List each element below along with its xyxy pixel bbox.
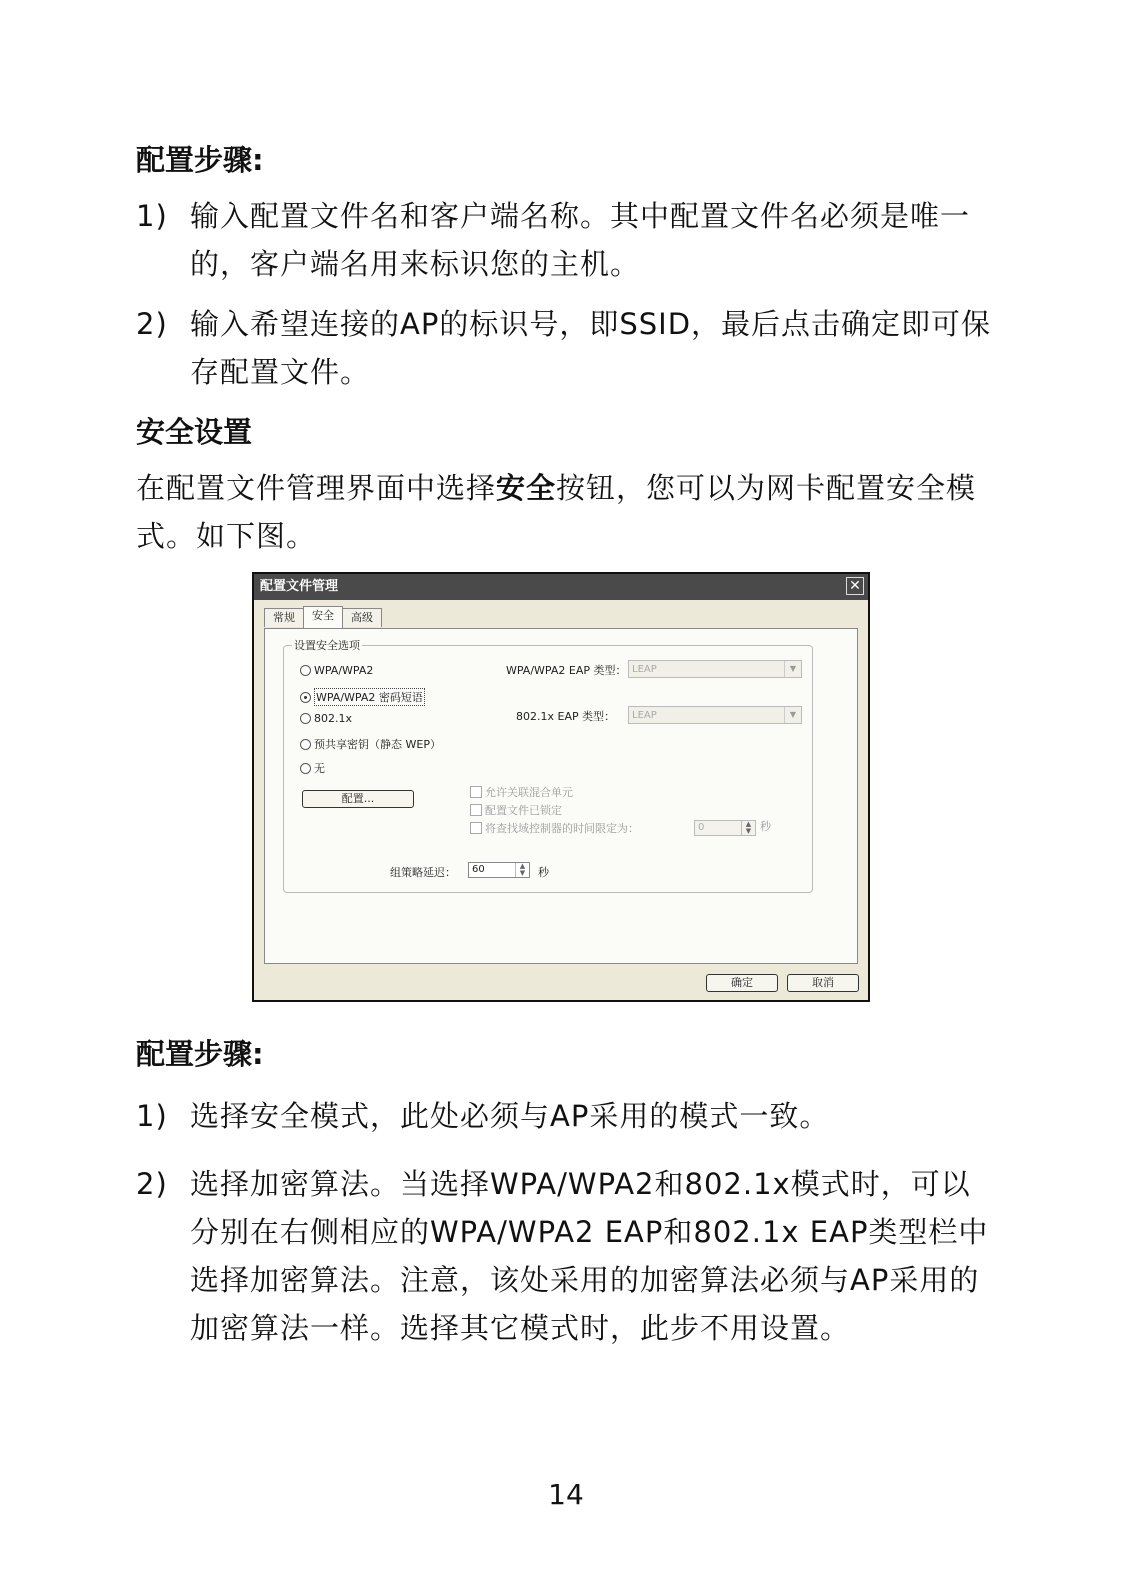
radio-preshared-key[interactable]	[300, 736, 441, 752]
wpa-eap-type-label: WPA/WPA2 EAP 类型：	[506, 664, 627, 677]
radio-label: WPA/WPA2	[314, 664, 374, 677]
radio-label: 无	[314, 762, 325, 775]
group-policy-delay-spinner[interactable]	[468, 862, 530, 878]
8021x-eap-type-label: 802.1x EAP 类型：	[516, 710, 616, 723]
list-item-text: 选择加密算法。当选择WPA/WPA2和802.1x模式时，可以分别在右侧相应的WPA/WPA2 EAP和802.1x EAP类型栏中选择加密算法。注意，该处采用的加密算法必须与AP采用的加密算法一样。选择其它模式时，此步不用设置。	[190, 1167, 989, 1345]
list-item	[136, 192, 996, 288]
section-heading-security: 安全设置	[136, 415, 253, 449]
security-options-group	[283, 639, 813, 893]
intro-text-before: 在配置文件管理界面中选择	[136, 471, 497, 505]
checkbox-limit-domain-time[interactable]	[470, 820, 639, 836]
spinner-arrows-icon[interactable]: ▲ ▼	[515, 863, 529, 877]
list-item	[136, 300, 996, 396]
chevron-down-icon: ▼	[784, 661, 801, 677]
list-item-number: 1)	[136, 1099, 168, 1133]
8021x-eap-type-select[interactable]	[628, 706, 802, 724]
intro-text-bold: 安全	[496, 471, 557, 505]
list-item	[136, 1092, 996, 1140]
spinner-value: 0	[698, 822, 705, 833]
cancel-button[interactable]: 取消	[787, 974, 859, 992]
list-item-number: 2)	[136, 1167, 168, 1201]
list-item-text: 输入希望连接的AP的标识号，即SSID，最后点击确定即可保存配置文件。	[190, 307, 992, 389]
chevron-down-icon: ▼	[784, 707, 801, 723]
spinner-value: 60	[472, 864, 485, 875]
group-policy-delay-label: 组策略延迟：	[390, 866, 456, 879]
ok-button[interactable]: 确定	[706, 974, 778, 992]
list-item-number: 2)	[136, 307, 168, 341]
radio-label: 802.1x	[314, 712, 353, 725]
seconds-unit-label: 秒	[760, 820, 771, 833]
page-number: 14	[548, 1478, 584, 1511]
profile-management-dialog	[252, 572, 870, 1002]
radio-indicator	[300, 739, 311, 750]
radio-label: 预共享密钥（静态 WEP）	[314, 738, 441, 751]
checkbox-box	[470, 786, 482, 798]
checkbox-box	[470, 822, 482, 834]
section-heading-steps-1: 配置步骤:	[136, 143, 264, 177]
select-value: LEAP	[632, 710, 657, 721]
radio-label: WPA/WPA2 密码短语	[314, 688, 425, 706]
tab-advanced[interactable]: 高级	[342, 608, 382, 627]
group-label: 设置安全选项	[294, 639, 360, 652]
configure-button[interactable]: 配置...	[302, 790, 414, 808]
checkbox-allow-mixed-cell[interactable]	[470, 784, 573, 800]
spinner-arrows-icon[interactable]: ▲ ▼	[741, 821, 755, 835]
radio-none[interactable]	[300, 760, 325, 776]
radio-indicator	[300, 713, 311, 724]
radio-wpa[interactable]	[300, 664, 373, 677]
dialog-titlebar	[254, 574, 868, 600]
checkbox-label: 将查找域控制器的时间限定为：	[485, 822, 639, 835]
tab-bar	[264, 608, 381, 628]
section-heading-steps-2: 配置步骤:	[136, 1037, 264, 1071]
checkbox-box	[470, 804, 482, 816]
security-tab-panel	[264, 628, 858, 964]
radio-wpa-passphrase[interactable]	[300, 688, 425, 706]
intro-text-after: 按钮，您可以为网卡配置安全模式。如下图。	[136, 471, 977, 553]
list-item-text: 输入配置文件名和客户端名称。其中配置文件名必须是唯一的，客户端名用来标识您的主机。	[190, 199, 971, 281]
checkbox-label: 配置文件已锁定	[485, 804, 562, 817]
list-item	[136, 1160, 996, 1352]
tab-general[interactable]: 常规	[264, 608, 304, 627]
checkbox-label: 允许关联混合单元	[485, 786, 573, 799]
radio-8021x[interactable]	[300, 712, 352, 725]
tab-security[interactable]: 安全	[303, 606, 343, 628]
list-item-number: 1)	[136, 199, 168, 233]
wpa-eap-type-select[interactable]	[628, 660, 802, 678]
close-icon[interactable]: ✕	[846, 577, 864, 595]
list-item-text: 选择安全模式，此处必须与AP采用的模式一致。	[190, 1099, 830, 1133]
security-intro-paragraph	[136, 464, 996, 560]
radio-indicator	[300, 665, 311, 676]
radio-indicator	[300, 692, 311, 703]
seconds-unit-label: 秒	[538, 866, 549, 879]
radio-indicator	[300, 763, 311, 774]
dialog-title: 配置文件管理	[260, 579, 339, 594]
select-value: LEAP	[632, 664, 657, 675]
checkbox-profile-locked[interactable]	[470, 802, 562, 818]
domain-timeout-spinner[interactable]	[694, 820, 756, 836]
